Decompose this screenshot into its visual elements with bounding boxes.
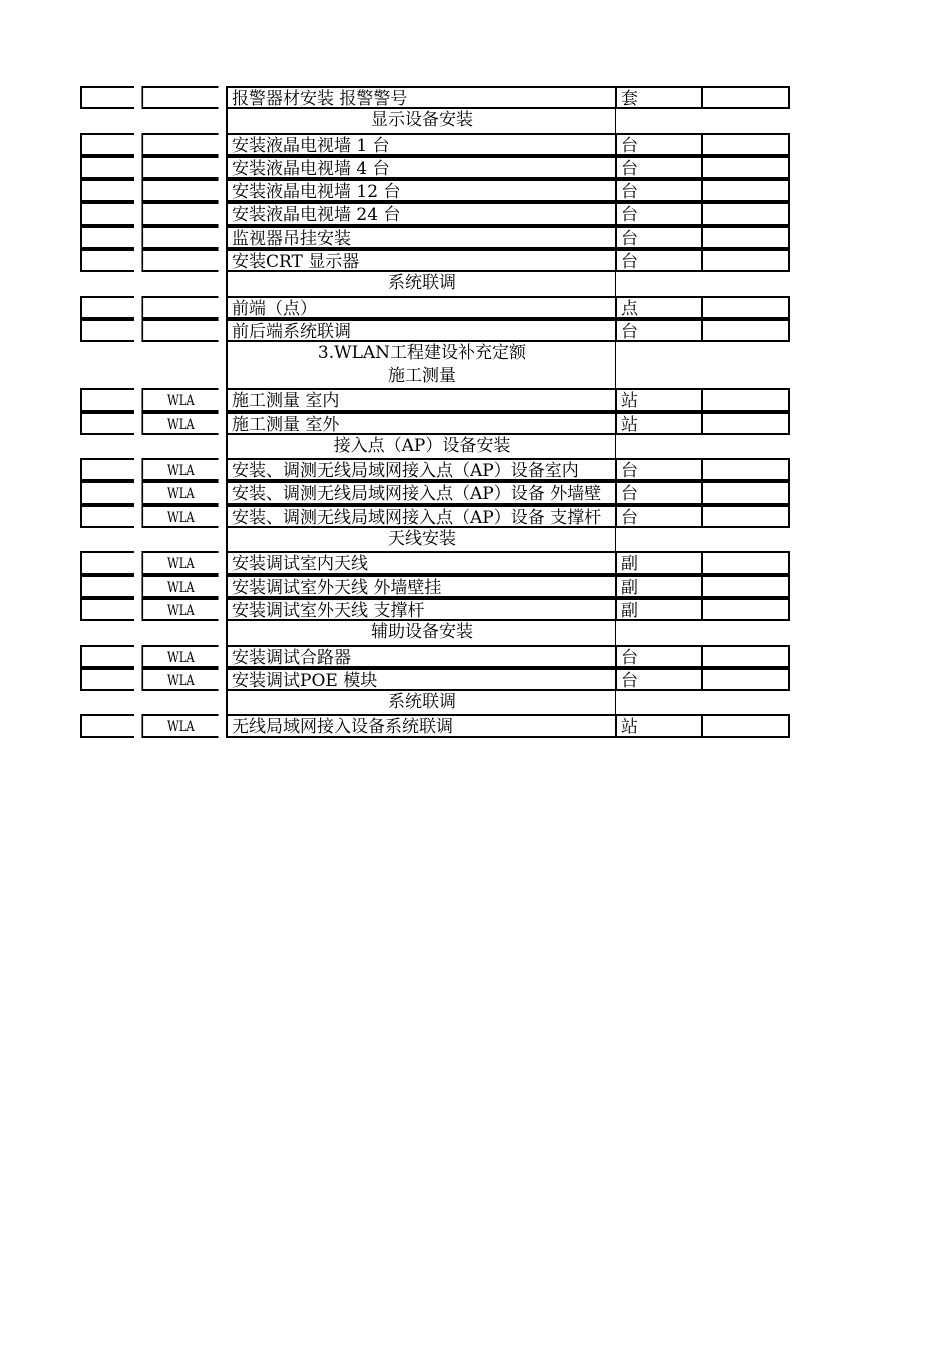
section-header-row xyxy=(80,528,790,551)
table-row xyxy=(80,388,790,411)
index-cell xyxy=(80,133,134,156)
item-name-cell: 施工测量 室内 xyxy=(226,388,616,411)
unit-cell: 套 xyxy=(615,86,702,109)
section-title: 系统联调 xyxy=(226,691,616,714)
section-title: 辅助设备安装 xyxy=(226,621,616,644)
value-cell xyxy=(701,458,790,481)
unit-cell: 副 xyxy=(615,575,702,598)
item-name-cell: 安装液晶电视墙 24 台 xyxy=(226,202,616,225)
item-name-cell: 无线局域网接入设备系统联调 xyxy=(226,714,616,737)
table-row xyxy=(80,598,790,621)
table-row xyxy=(80,226,790,249)
code-cell xyxy=(141,319,218,342)
table-row xyxy=(80,645,790,668)
unit-cell: 台 xyxy=(615,156,702,179)
section-unit-cell xyxy=(615,621,702,644)
table-row xyxy=(80,179,790,202)
item-name-cell: 安装液晶电视墙 1 台 xyxy=(226,133,616,156)
item-name-cell: 安装调试POE 模块 xyxy=(226,668,616,691)
value-cell xyxy=(701,668,790,691)
code-cell: WLA xyxy=(141,575,218,598)
value-cell xyxy=(701,296,790,319)
item-name-cell: 安装调试室外天线 外墙壁挂 xyxy=(226,575,616,598)
index-cell xyxy=(80,296,134,319)
value-cell xyxy=(701,481,790,504)
unit-cell: 台 xyxy=(615,179,702,202)
index-cell xyxy=(80,388,134,411)
section-unit-cell xyxy=(615,528,702,551)
item-name-cell: 安装、调测无线局域网接入点（AP）设备室内 xyxy=(226,458,616,481)
table-row xyxy=(80,575,790,598)
value-cell xyxy=(701,133,790,156)
value-cell xyxy=(701,412,790,435)
index-cell xyxy=(80,575,134,598)
table-row xyxy=(80,202,790,225)
code-cell xyxy=(141,202,218,225)
item-name-cell: 前端（点） xyxy=(226,296,616,319)
unit-cell: 台 xyxy=(615,133,702,156)
unit-cell: 台 xyxy=(615,226,702,249)
table-row xyxy=(80,133,790,156)
table-row xyxy=(80,714,790,737)
code-cell: WLA xyxy=(141,714,218,737)
table-row xyxy=(80,296,790,319)
table-row xyxy=(80,156,790,179)
item-name-cell: 安装液晶电视墙 4 台 xyxy=(226,156,616,179)
value-cell xyxy=(701,202,790,225)
index-cell xyxy=(80,249,134,272)
table-row xyxy=(80,551,790,574)
section-title: 显示设备安装 xyxy=(226,109,616,132)
section-header-row xyxy=(80,272,790,295)
section-unit-cell xyxy=(615,435,702,458)
item-name-cell: 安装液晶电视墙 12 台 xyxy=(226,179,616,202)
code-cell: WLA xyxy=(141,551,218,574)
index-cell xyxy=(80,505,134,528)
value-cell xyxy=(701,598,790,621)
value-cell xyxy=(701,575,790,598)
item-name-cell: 安装、调测无线局域网接入点（AP）设备 支撑杆 xyxy=(226,505,616,528)
unit-cell: 台 xyxy=(615,458,702,481)
value-cell xyxy=(701,249,790,272)
item-name-cell: 施工测量 室外 xyxy=(226,412,616,435)
index-cell xyxy=(80,319,134,342)
table-row xyxy=(80,668,790,691)
index-cell xyxy=(80,645,134,668)
code-cell xyxy=(141,179,218,202)
code-cell xyxy=(141,156,218,179)
value-cell xyxy=(701,156,790,179)
index-cell xyxy=(80,412,134,435)
index-cell xyxy=(80,714,134,737)
item-name-cell: 安装调试室外天线 支撑杆 xyxy=(226,598,616,621)
index-cell xyxy=(80,202,134,225)
value-cell xyxy=(701,179,790,202)
unit-cell: 站 xyxy=(615,412,702,435)
code-cell: WLA xyxy=(141,412,218,435)
section-title: 天线安装 xyxy=(226,528,616,551)
section-unit-cell xyxy=(615,691,702,714)
item-name-cell: 报警器材安装 报警警号 xyxy=(226,86,616,109)
table-row xyxy=(80,249,790,272)
index-cell xyxy=(80,179,134,202)
index-cell xyxy=(80,551,134,574)
section-title: 系统联调 xyxy=(226,272,616,295)
code-cell xyxy=(141,133,218,156)
unit-cell: 点 xyxy=(615,296,702,319)
unit-cell: 副 xyxy=(615,551,702,574)
code-cell: WLA xyxy=(141,645,218,668)
unit-cell: 台 xyxy=(615,481,702,504)
section-title-line: 3.WLAN工程建设补充定额 xyxy=(317,343,527,364)
item-name-cell: 安装调试合路器 xyxy=(226,645,616,668)
table-row xyxy=(80,412,790,435)
unit-cell: 台 xyxy=(615,319,702,342)
value-cell xyxy=(701,645,790,668)
table-row xyxy=(80,458,790,481)
index-cell xyxy=(80,598,134,621)
index-cell xyxy=(80,156,134,179)
item-name-cell: 前后端系统联调 xyxy=(226,319,616,342)
section-header-row xyxy=(80,621,790,644)
code-cell: WLA xyxy=(141,388,218,411)
section-title: 接入点（AP）设备安装 xyxy=(226,435,616,458)
section-header-row xyxy=(80,342,790,388)
section-unit-cell xyxy=(615,109,702,132)
code-cell xyxy=(141,296,218,319)
index-cell xyxy=(80,86,134,109)
unit-cell: 站 xyxy=(615,388,702,411)
unit-cell: 站 xyxy=(615,714,702,737)
table-row xyxy=(80,505,790,528)
unit-cell: 副 xyxy=(615,598,702,621)
index-cell xyxy=(80,458,134,481)
table-row xyxy=(80,481,790,504)
section-unit-cell xyxy=(615,272,702,295)
table-row xyxy=(80,319,790,342)
unit-cell: 台 xyxy=(615,668,702,691)
code-cell: WLA xyxy=(141,481,218,504)
index-cell xyxy=(80,226,134,249)
value-cell xyxy=(701,505,790,528)
value-cell xyxy=(701,226,790,249)
section-title xyxy=(226,342,616,388)
item-name-cell: 安装、调测无线局域网接入点（AP）设备 外墙壁 xyxy=(226,481,616,504)
item-name-cell: 监视器吊挂安装 xyxy=(226,226,616,249)
value-cell xyxy=(701,714,790,737)
unit-cell: 台 xyxy=(615,249,702,272)
section-header-row xyxy=(80,109,790,132)
section-unit-cell xyxy=(615,342,702,388)
section-subtitle-line: 施工测量 xyxy=(388,366,456,387)
quota-table xyxy=(80,86,790,738)
code-cell: WLA xyxy=(141,668,218,691)
code-cell: WLA xyxy=(141,505,218,528)
code-cell xyxy=(141,226,218,249)
value-cell xyxy=(701,319,790,342)
value-cell xyxy=(701,388,790,411)
code-cell: WLA xyxy=(141,458,218,481)
unit-cell: 台 xyxy=(615,202,702,225)
index-cell xyxy=(80,668,134,691)
code-cell xyxy=(141,249,218,272)
item-name-cell: 安装调试室内天线 xyxy=(226,551,616,574)
unit-cell: 台 xyxy=(615,505,702,528)
index-cell xyxy=(80,481,134,504)
code-cell xyxy=(141,86,218,109)
item-name-cell: 安装CRT 显示器 xyxy=(226,249,616,272)
value-cell xyxy=(701,86,790,109)
section-header-row xyxy=(80,435,790,458)
table-row xyxy=(80,86,790,109)
unit-cell: 台 xyxy=(615,645,702,668)
value-cell xyxy=(701,551,790,574)
section-header-row xyxy=(80,691,790,714)
code-cell: WLA xyxy=(141,598,218,621)
